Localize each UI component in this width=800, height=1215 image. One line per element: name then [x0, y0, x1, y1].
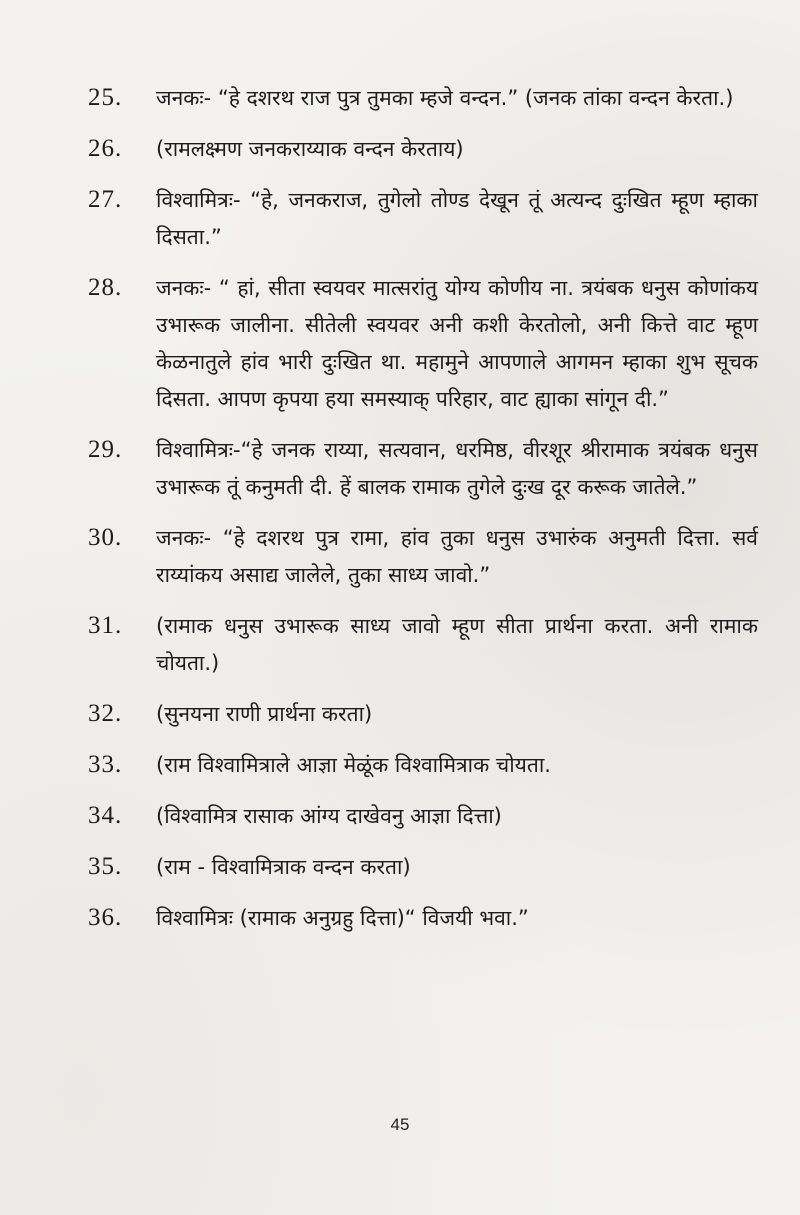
item-text: विश्वामित्रः (रामाक अनुग्रहु दित्ता)“ विजयी भवा.”	[156, 906, 529, 930]
item-number: 25.	[88, 84, 123, 111]
list-item	[88, 747, 758, 784]
item-number: 35.	[88, 853, 123, 880]
item-number: 33.	[88, 751, 123, 778]
list-item	[88, 432, 758, 506]
dialogue-list	[88, 80, 758, 951]
item-text: (राम विश्वामित्राले आज्ञा मेळूंक विश्वामित्राक चोयता.	[156, 753, 551, 777]
list-item	[88, 80, 758, 117]
item-number: 26.	[88, 135, 123, 162]
list-item	[88, 182, 758, 256]
item-text: विश्वामित्रः-“हे जनक राय्या, सत्यवान, धरमिष्ठ, वीरशूर श्रीरामाक त्रयंबक धनुस उभारूक तूं कनुमती दी. हें बालक रामाक तुगेले दुःख दूर करूक जातेले.”	[156, 438, 758, 499]
item-number: 30.	[88, 524, 123, 551]
item-number: 28.	[88, 274, 123, 301]
list-item	[88, 798, 758, 835]
list-item	[88, 520, 758, 594]
item-number: 29.	[88, 436, 123, 463]
item-text: जनकः- “ हां, सीता स्वयवर मात्सरांतु योग्य कोणीय ना. त्रयंबक धनुस कोणांकय उभारूक जालीना. सीतेली स्वयवर अनी कशी केरतोलो, अनी कित्ते वाट म्हूण केळनातुले हांव भारी दुःखित था. महामुने आपणाले आगमन म्हाका शुभ सूचक दिसता. आपण कृपया हया समस्याक् परिहार, वाट ह्याका सांगून दी.”	[156, 276, 758, 411]
item-number: 36.	[88, 904, 123, 931]
item-number: 34.	[88, 802, 123, 829]
item-number: 27.	[88, 186, 123, 213]
item-text: (रामाक धनुस उभारूक साध्य जावो म्हूण सीता प्रार्थना करता. अनी रामाक चोयता.)	[156, 614, 758, 675]
item-text: जनकः- “हे दशरथ पुत्र रामा, हांव तुका धनुस उभारुंक अनुमती दित्ता. सर्व राय्यांकय असाद्य जालेले, तुका साध्य जावो.”	[156, 526, 758, 587]
list-item	[88, 608, 758, 682]
list-item	[88, 270, 758, 418]
item-text: जनकः- “हे दशरथ राज पुत्र तुमका म्हजे वन्दन.” (जनक तांका वन्दन केरता.)	[156, 86, 734, 110]
item-text: विश्वामित्रः- “हे, जनकराज, तुगेलो तोण्ड देखून तूं अत्यन्द दुःखित म्हूण म्हाका दिसता.”	[156, 188, 758, 249]
item-text: (राम - विश्वामित्राक वन्दन करता)	[156, 855, 411, 879]
item-text: (विश्वामित्र रासाक आंग्य दाखेवनु आज्ञा दित्ता)	[156, 804, 502, 828]
list-item	[88, 849, 758, 886]
item-number: 32.	[88, 700, 123, 727]
list-item	[88, 131, 758, 168]
item-text: (सुनयना राणी प्रार्थना करता)	[156, 702, 373, 726]
list-item	[88, 900, 758, 937]
list-item	[88, 696, 758, 733]
page-number: 45	[390, 1115, 410, 1134]
item-text: (रामलक्ष्मण जनकराय्याक वन्दन केरताय)	[156, 137, 464, 161]
item-number: 31.	[88, 612, 123, 639]
